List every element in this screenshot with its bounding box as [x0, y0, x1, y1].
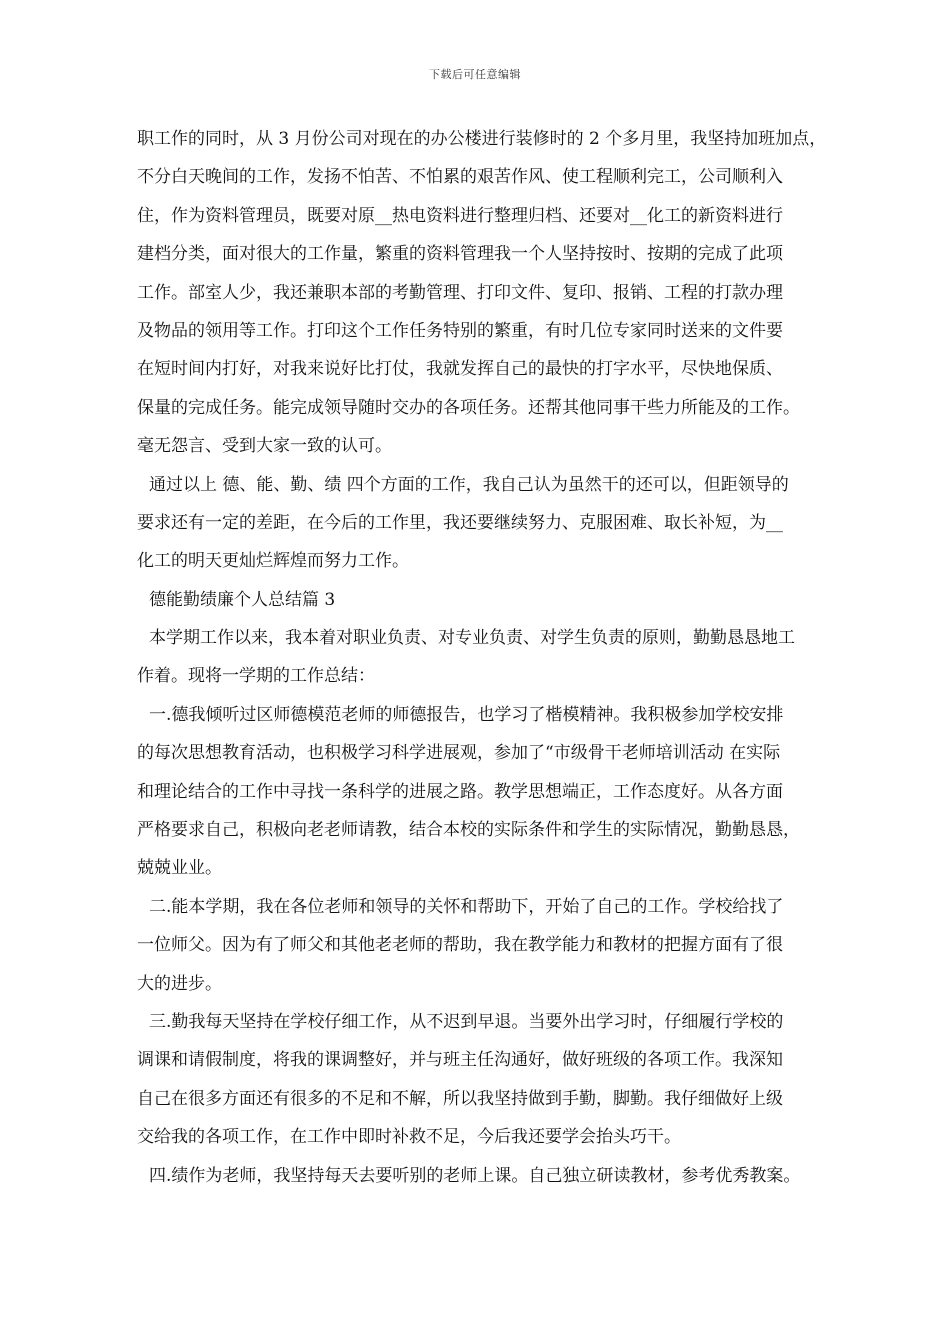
text-line: 化工的明天更灿烂辉煌而努力工作。 [137, 551, 409, 572]
text-line: 交给我的各项工作，在工作中即时补救不足，今后我还要学会抬头巧干。 [137, 1127, 681, 1148]
text-line: 自己在很多方面还有很多的不足和不解，所以我坚持做到手勤，脚勤。我仔细做好上级 [137, 1088, 783, 1109]
paragraph-start-line: 本学期工作以来，我本着对职业负责、对专业负责、对学生负责的原则，勤勤恳恳地工 [149, 628, 795, 649]
text-line: 严格要求自己，积极向老老师请教，结合本校的实际条件和学生的实际情况，勤勤恳恳， [137, 820, 800, 841]
text-line: 保量的完成任务。能完成领导随时交办的各项任务。还帮其他同事干些力所能及的工作。 [137, 397, 800, 418]
text-line: 在短时间内打好，对我来说好比打仗，我就发挥自己的最快的打字水平，尽快地保质、 [137, 359, 783, 380]
text-line: 调课和请假制度，将我的课调整好，并与班主任沟通好，做好班级的各项工作。我深知 [137, 1050, 783, 1071]
paragraph-start-line: 四.绩作为老师，我坚持每天去要听别的老师上课。自己独立研读教材，参考优秀教案。 [149, 1165, 801, 1186]
section-heading: 德能勤绩廉个人总结篇 3 [149, 589, 336, 610]
text-line: 和理论结合的工作中寻找一条科学的进展之路。教学思想端正，工作态度好。从各方面 [137, 781, 783, 802]
paragraph-start-line: 通过以上 德、能、勤、绩 四个方面的工作，我自己认为虽然干的还可以，但距领导的 [149, 474, 789, 495]
text-line: 及物品的领用等工作。打印这个工作任务特别的繁重，有时几位专家同时送来的文件要 [137, 320, 783, 341]
paragraph-start-line: 三.勤我每天坚持在学校仔细工作，从不迟到早退。当要外出学习时，仔细履行学校的 [149, 1011, 784, 1032]
text-line: 毫无怨言、受到大家一致的认可。 [137, 436, 392, 457]
page-header: 下载后可任意编辑 [429, 68, 521, 81]
text-line: 工作。部室人少，我还兼职本部的考勤管理、打印文件、复印、报销、工程的打款办理 [137, 282, 783, 303]
text-line: 一位师父。因为有了师父和其他老老师的帮助，我在教学能力和教材的把握方面有了很 [137, 935, 783, 956]
text-line: 要求还有一定的差距，在今后的工作里，我还要继续努力、克服困难、取长补短，为__ [137, 512, 783, 533]
text-line: 兢兢业业。 [137, 858, 222, 879]
text-line: 的每次思想教育活动，也积极学习科学进展观，参加了“市级骨干老师培训活动 在实际 [137, 743, 781, 764]
paragraph-start-line: 一.德我倾听过区师德模范老师的师德报告，也学习了楷模精神。我积极参加学校安排 [149, 704, 784, 725]
paragraph-start-line: 二.能本学期，我在各位老师和领导的关怀和帮助下，开始了自己的工作。学校给找了 [149, 896, 784, 917]
text-line: 大的进步。 [137, 973, 222, 994]
document-body [137, 120, 897, 1195]
text-line: 建档分类，面对很大的工作量，繁重的资料管理我一个人坚持按时、按期的完成了此项 [137, 244, 783, 265]
text-line: 作着。现将一学期的工作总结： [137, 666, 375, 687]
text-line: 住，作为资料管理员，既要对原__热电资料进行整理归档、还要对__化工的新资料进行 [137, 205, 783, 226]
text-line: 不分白天晚间的工作，发扬不怕苦、不怕累的艰苦作风、使工程顺利完工，公司顺利入 [137, 167, 783, 188]
text-line: 职工作的同时，从 3 月份公司对现在的办公楼进行装修时的 2 个多月里，我坚持加班加点， [137, 129, 827, 149]
